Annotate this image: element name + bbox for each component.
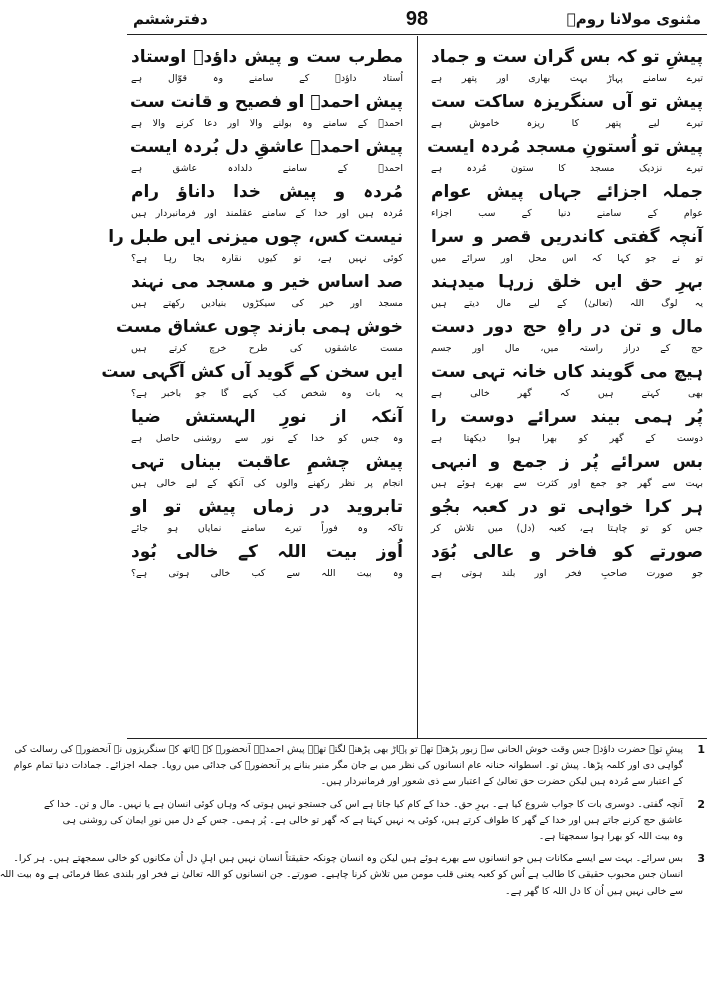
translation-line: جو صورت صاحبِ فخر اور بلند ہوتی ہے [431,568,703,579]
footnote-number: 3 [697,852,705,866]
right-verse-column [427,44,703,584]
footnotes [0,742,705,900]
translation-line: جس کو تو چاہتا ہے، کعبہ (دل) میں تلاش کر [431,523,703,534]
footnote-line: عاشق حج کرنے جاتے ہیں اور خدا کے گھر کا طواف کرتے ہیں، کوئی یہ نہیں کہتا ہے کہ گھر تو خالی ہے۔ پُر ہمی۔ جس کے دل میں نورِ ایمان کی روشنی ہی [62,814,683,826]
couplet [427,134,703,179]
couplet [131,404,403,449]
verse-line: ہیچ می گویند کاں خانہ تہی ست [431,362,703,382]
verse-line: آنکہ از نورِ الہستش ضیا [131,407,403,427]
verse-line: مطرب ست و پیش داؤدؑ اوستاد [131,47,403,67]
footnote-number: 1 [697,743,705,756]
footnote [0,851,705,900]
translation-line: تیرے سامنے پہاڑ بہت بھاری اور پتھر ہے [431,73,703,84]
verse-line: اُوز بیت اللہ کے خالی بُود [131,542,403,562]
translation-line: وہ بیت اللہ سے کب خالی ہوتی ہے؟ [131,568,403,579]
header-rule [127,34,707,35]
footnote-rule [127,738,707,739]
verse-line: نیست کس، چوں میزنی ایں طبل را [108,227,403,247]
couplet [431,179,703,224]
couplet [431,449,703,494]
verse-line: پیش تو آں سنگریزہ ساکت ست [431,92,703,112]
translation-line: مست عاشقوں کی طرح خرچ کرتے ہیں [131,343,403,354]
footnote [13,742,705,791]
verse-line: ہر کرا خواہی تو در کعبہ بجُو [431,497,703,517]
verse-line: پُر ہمی بیند سرائے دوست را [431,407,703,427]
translation-line: اُستاد داؤدؑ کے سامنے وہ قوّال ہے [131,73,403,84]
couplet [131,134,403,179]
translation-line: تیرے نزدیک مسجد کا ستون مُردہ ہے [431,163,703,174]
footnote-line: انسان جس محبوب حقیقی کا طالب ہے اُس کو کعبہ یعنی قلب مومن میں تلاش کرنا چاہیے۔ صورتے۔ جن انسانوں کو اللہ تعالیٰ نے فخر اور بلندی عطا فرمائی ہے وہ بیت اللہ [0,869,683,881]
couplet [431,314,703,359]
footnote-line: آنچہ گفتی۔ دوسری بات کا جواب شروع کیا ہے۔ بہرِ حق۔ خدا کے کام کیا جاتا ہے اس کی جستجو نہیں ہوتی کہ وہاں کوئی انسان ہے یا نہیں۔ مال و تن۔ خدا کے [44,798,683,810]
translation-line: عوام کے سامنے دنیا کے سب اجزاء [431,208,703,219]
column-divider [417,36,418,738]
translation-line: تیرے لیے پتھر کا ریزہ خاموش ہے [431,118,703,129]
translation-line: یہ لوگ اللہ (تعالیٰ) کے لیے مال دیتے ہیں [431,298,703,309]
footnote-line: گواہی دی اور کلمہ پڑھا۔ پیش تو۔ اسطوانہ حنانہ عام انسانوں کی نظر میں بے جان مگر منبر بنانے پر آنحضورؐ کی جدائی میں رویا۔ جملہ اجزائے۔ جمادات دنیا تمام عوام [13,760,683,772]
volume-title: دفترششم [133,10,208,28]
couplet [131,269,403,314]
translation-line: تو نے جو کہا کہ اس محل اور سرائے میں [431,253,703,264]
couplet [131,449,403,494]
couplet [431,494,703,539]
verse-line: خوش ہمی بازند چوں عشاق مست [115,317,403,337]
couplet [131,494,403,539]
couplet [131,89,403,134]
couplet [101,359,403,404]
book-title: مثنوی مولانا رومؒ [566,10,701,28]
translation-line: بھی کہتے ہیں کہ گھر خالی ہے [431,388,703,399]
translation-line: کوئی نہیں ہے، تو کیوں نقارہ بجا رہا ہے؟ [131,253,403,264]
translation-line: مسجد اور خیر کی سیکڑوں بنیادیں رکھتے ہیں [131,298,403,309]
translation-line: وہ جس کو خدا کے نور سے روشنی حاصل ہے [131,433,403,444]
verse-line: پیشِ تو کہ بس گران ست و جماد [431,47,703,67]
translation-line: دوست کے گھر کو بھرا ہوا دیکھتا ہے [431,433,703,444]
translation-line: احمدؐ کے سامنے دلدادہ عاشق ہے [131,163,403,174]
translation-line: تاکہ وہ فوراً تیرے سامنے نمایاں ہو جائے [131,523,403,534]
verse-line: بہرِ حق ایں خلق زرہا میدہند [431,272,703,292]
verse-line: پیش احمدؐ او فصیح و قانت ست [129,92,403,112]
page-number: 98 [405,8,429,30]
footnote-line: وہ بیت اللہ کو بھرا ہوا سمجھتا ہے۔ [538,831,683,843]
translation-line: بہت سے گھر جو جمع اور کثرت سے بھرے ہوئے ہیں [431,478,703,489]
verse-line: بس سرائے پُر ز جمع و انبہی [431,452,703,472]
footnote-line: بس سرائے۔ بہت سے ایسے مکانات ہیں جو انسانوں سے بھرے ہوئے ہیں لیکن وہ انسان چونکہ حقیقتاً انسان نہیں ہیں اہلِ دل اُن مکانوں کو خالی سمجھتے ہیں۔ ہر کرا۔ [13,853,683,865]
page-header [127,6,707,32]
couplet [431,269,703,314]
couplet [431,539,703,584]
translation-line: مُردہ ہیں اور خدا کے سامنے عقلمند اور فرمانبردار ہیں [131,208,403,219]
couplet [131,179,403,224]
verse-line: مُردہ و پیش خدا داناؤ رام [131,182,403,202]
verse-line: صورتے کو فاخر و عالی بُوَد [431,542,703,562]
footnote-number: 2 [697,797,705,811]
couplet [431,89,703,134]
verse-line: جملہ اجزائے جہاں پیش عوام [431,182,703,202]
couplet [431,359,703,404]
verse-line: پیش احمدؐ عاشقِ دل بُردہ ایست [129,137,403,157]
verse-line: آنچہ گفتی کاندریں قصر و سرا [431,227,703,247]
translation-line: یہ بات وہ شخص کب کہے گا جو باخبر ہے؟ [131,388,403,399]
verse-line: صد اساس خیر و مسجد می نہند [131,272,403,292]
verse-line: مال و تن در راہِ حج دور دست [431,317,703,337]
couplet [131,44,403,89]
verse-line: پیش چشمِ عاقبت بیناں تہی [131,452,403,472]
couplet [431,404,703,449]
couplet [108,224,403,269]
footnote [44,797,705,846]
footnote-line: سے خالی نہیں ہیں اُن کا دل اللہ کا گھر ہے۔ [505,885,683,897]
translation-line: احمدؐ کے سامنے وہ بولنے والا اور دعا کرنے والا ہے [131,118,403,129]
verse-line: تابروید در زماں پیش تو او [131,497,403,517]
translation-line: حج کے دراز راستہ میں، مال اور جسم [431,343,703,354]
verse-line: ایں سخن کے گوید آں کش آگہی ست [101,362,403,382]
footnote-line: کے اعتبار سے مُردہ ہیں لیکن حضرت حق تعالیٰ کے اعتبار سے ذی شعور اور فرمانبردار ہیں۔ [320,776,683,788]
couplet [431,224,703,269]
footnote-line: پیشِ تو۔ حضرت داؤدؑ جس وقت خوش الحانی سے زبور پڑھتے تھے تو پہاڑ بھی پڑھنے لگتے تھے۔ پیش احمدؐ۔ آنحضورؐ کے ہاتھ کے سنگریزوں نے آنحضورؐ کی رسالت کی [14,744,683,755]
couplet [431,44,703,89]
left-verse-column [101,44,403,584]
translation-line: انجام پر نظر رکھنے والوں کی آنکھ کے لیے خالی ہیں [131,478,403,489]
couplet [115,314,403,359]
couplet [131,539,403,584]
verse-line: پیش تو اُستونِ مسجد مُردہ ایست [427,137,703,157]
